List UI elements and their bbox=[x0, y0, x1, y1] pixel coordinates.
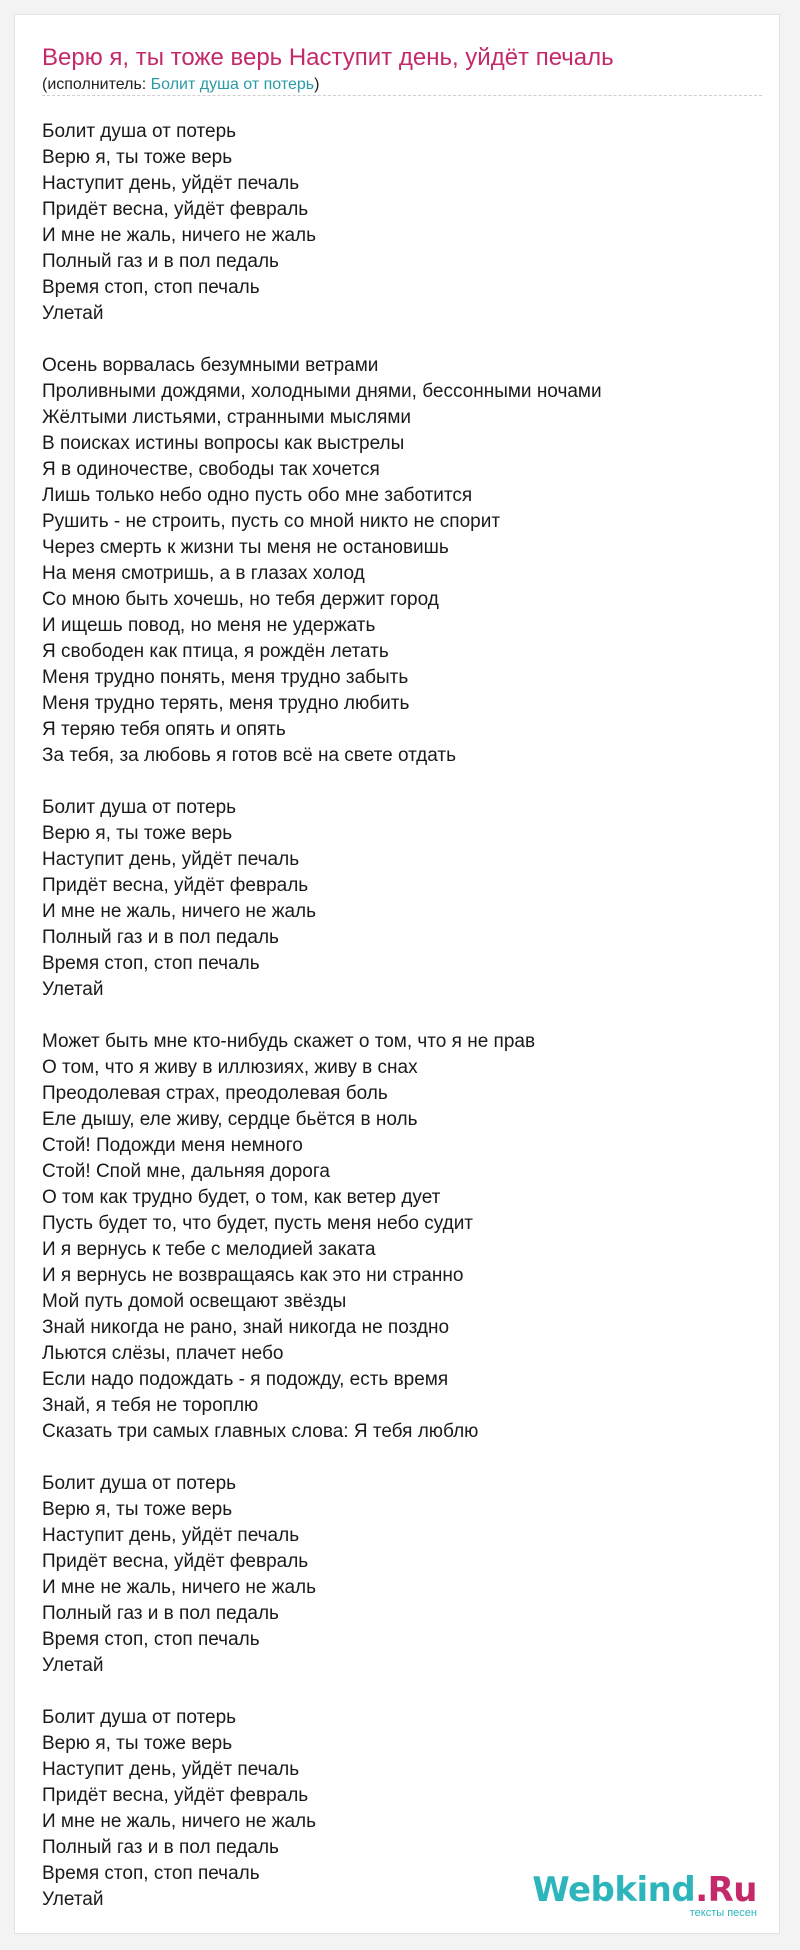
lyric-line: Верю я, ты тоже верь bbox=[42, 1733, 233, 1754]
lyric-line: Придёт весна, уйдёт февраль bbox=[42, 1551, 309, 1572]
lyric-line: О том как трудно будет, о том, как ветер дует bbox=[42, 1187, 441, 1208]
lyric-line: Я свободен как птица, я рождён летать bbox=[42, 641, 389, 662]
lyric-line: Я теряю тебя опять и опять bbox=[42, 719, 286, 740]
lyric-line: Осень ворвалась безумными ветрами bbox=[42, 355, 379, 376]
lyric-line: За тебя, за любовь я готов всё на свете отдать bbox=[42, 745, 457, 766]
lyric-line: Меня трудно понять, меня трудно забыть bbox=[42, 667, 409, 688]
lyric-line: Знай никогда не рано, знай никогда не поздно bbox=[42, 1317, 450, 1338]
lyric-line: И я вернусь к тебе с мелодией заката bbox=[42, 1239, 376, 1260]
artist-suffix: ) bbox=[314, 76, 320, 93]
lyric-line: Еле дышу, еле живу, сердце бьётся в ноль bbox=[42, 1109, 418, 1130]
lyrics-stanza bbox=[42, 795, 762, 1003]
lyric-line: Рушить - не строить, пусть со мной никто не спорит bbox=[42, 511, 501, 532]
lyric-line: И ищешь повод, но меня не удержать bbox=[42, 615, 376, 636]
lyric-line: И мне не жаль, ничего не жаль bbox=[42, 1577, 317, 1598]
lyric-line: Болит душа от потерь bbox=[42, 1707, 237, 1728]
lyrics-stanza bbox=[42, 353, 762, 769]
lyric-line: Улетай bbox=[42, 1655, 104, 1676]
lyric-line: В поисках истины вопросы как выстрелы bbox=[42, 433, 405, 454]
lyric-line: Льются слёзы, плачет небо bbox=[42, 1343, 284, 1364]
content-card bbox=[14, 14, 780, 1934]
lyric-line: Болит душа от потерь bbox=[42, 1473, 237, 1494]
site-logo[interactable] bbox=[532, 1871, 757, 1919]
logo-tagline: тексты песен bbox=[689, 1907, 757, 1919]
lyric-line: Проливными дождями, холодными днями, бессонными ночами bbox=[42, 381, 602, 402]
lyric-line: На меня смотришь, а в глазах холод bbox=[42, 563, 365, 584]
lyric-line: О том, что я живу в иллюзиях, живу в снах bbox=[42, 1057, 418, 1078]
lyric-line: Полный газ и в пол педаль bbox=[42, 251, 279, 272]
lyrics-body bbox=[42, 119, 762, 1913]
lyric-line: Знай, я тебя не тороплю bbox=[42, 1395, 259, 1416]
lyric-line: И мне не жаль, ничего не жаль bbox=[42, 225, 317, 246]
lyric-line: И я вернусь не возвращаясь как это ни странно bbox=[42, 1265, 464, 1286]
lyric-line: Придёт весна, уйдёт февраль bbox=[42, 1785, 309, 1806]
logo-brand-tld: .Ru bbox=[695, 1870, 757, 1910]
lyric-line: Болит душа от потерь bbox=[42, 797, 237, 818]
lyric-line: Если надо подождать - я подожду, есть время bbox=[42, 1369, 449, 1390]
lyric-line: Время стоп, стоп печаль bbox=[42, 1629, 260, 1650]
lyric-line: Полный газ и в пол педаль bbox=[42, 1603, 279, 1624]
lyric-line: Преодолевая страх, преодолевая боль bbox=[42, 1083, 388, 1104]
lyric-line: Верю я, ты тоже верь bbox=[42, 147, 233, 168]
lyric-line: Наступит день, уйдёт печаль bbox=[42, 1759, 300, 1780]
lyric-line: Верю я, ты тоже верь bbox=[42, 1499, 233, 1520]
lyric-line: Улетай bbox=[42, 979, 104, 1000]
title-divider bbox=[42, 95, 762, 96]
lyric-line: Улетай bbox=[42, 303, 104, 324]
logo-brand-main: Webkind bbox=[532, 1870, 696, 1910]
lyric-line: Лишь только небо одно пусть обо мне заботится bbox=[42, 485, 473, 506]
artist-link[interactable]: Болит душа от потерь bbox=[150, 76, 315, 93]
lyric-line: Наступит день, уйдёт печаль bbox=[42, 849, 300, 870]
lyric-line: Наступит день, уйдёт печаль bbox=[42, 1525, 300, 1546]
artist-line bbox=[42, 75, 319, 95]
page-title: Верю я, ты тоже верь Наступит день, уйдёт печаль bbox=[42, 44, 614, 71]
lyric-line: Полный газ и в пол педаль bbox=[42, 927, 279, 948]
lyric-line: Пусть будет то, что будет, пусть меня небо судит bbox=[42, 1213, 474, 1234]
lyric-line: Полный газ и в пол педаль bbox=[42, 1837, 279, 1858]
lyric-line: Сказать три самых главных слова: Я тебя люблю bbox=[42, 1421, 479, 1442]
lyric-line: Жёлтыми листьями, странными мыслями bbox=[42, 407, 412, 428]
lyric-line: Может быть мне кто-нибудь скажет о том, что я не прав bbox=[42, 1031, 536, 1052]
lyrics-stanza bbox=[42, 1029, 762, 1445]
lyric-line: Я в одиночестве, свободы так хочется bbox=[42, 459, 380, 480]
lyric-line: И мне не жаль, ничего не жаль bbox=[42, 901, 317, 922]
lyric-line: Время стоп, стоп печаль bbox=[42, 1863, 260, 1884]
lyric-line: Стой! Спой мне, дальняя дорога bbox=[42, 1161, 330, 1182]
logo-wordmark bbox=[532, 1871, 757, 1909]
lyric-line: Мой путь домой освещают звёзды bbox=[42, 1291, 347, 1312]
lyric-line: Болит душа от потерь bbox=[42, 121, 237, 142]
lyric-line: Время стоп, стоп печаль bbox=[42, 277, 260, 298]
lyric-line: Придёт весна, уйдёт февраль bbox=[42, 875, 309, 896]
lyric-line: Придёт весна, уйдёт февраль bbox=[42, 199, 309, 220]
lyric-line: Меня трудно терять, меня трудно любить bbox=[42, 693, 410, 714]
lyrics-stanza bbox=[42, 119, 762, 327]
lyric-line: Верю я, ты тоже верь bbox=[42, 823, 233, 844]
lyric-line: Через смерть к жизни ты меня не остановишь bbox=[42, 537, 449, 558]
lyric-line: Стой! Подожди меня немного bbox=[42, 1135, 303, 1156]
artist-prefix: (исполнитель: bbox=[42, 76, 151, 93]
lyric-line: Время стоп, стоп печаль bbox=[42, 953, 260, 974]
lyric-line: Улетай bbox=[42, 1889, 104, 1910]
lyric-line: И мне не жаль, ничего не жаль bbox=[42, 1811, 317, 1832]
lyrics-stanza bbox=[42, 1471, 762, 1679]
lyric-line: Наступит день, уйдёт печаль bbox=[42, 173, 300, 194]
lyric-line: Со мною быть хочешь, но тебя держит город bbox=[42, 589, 439, 610]
